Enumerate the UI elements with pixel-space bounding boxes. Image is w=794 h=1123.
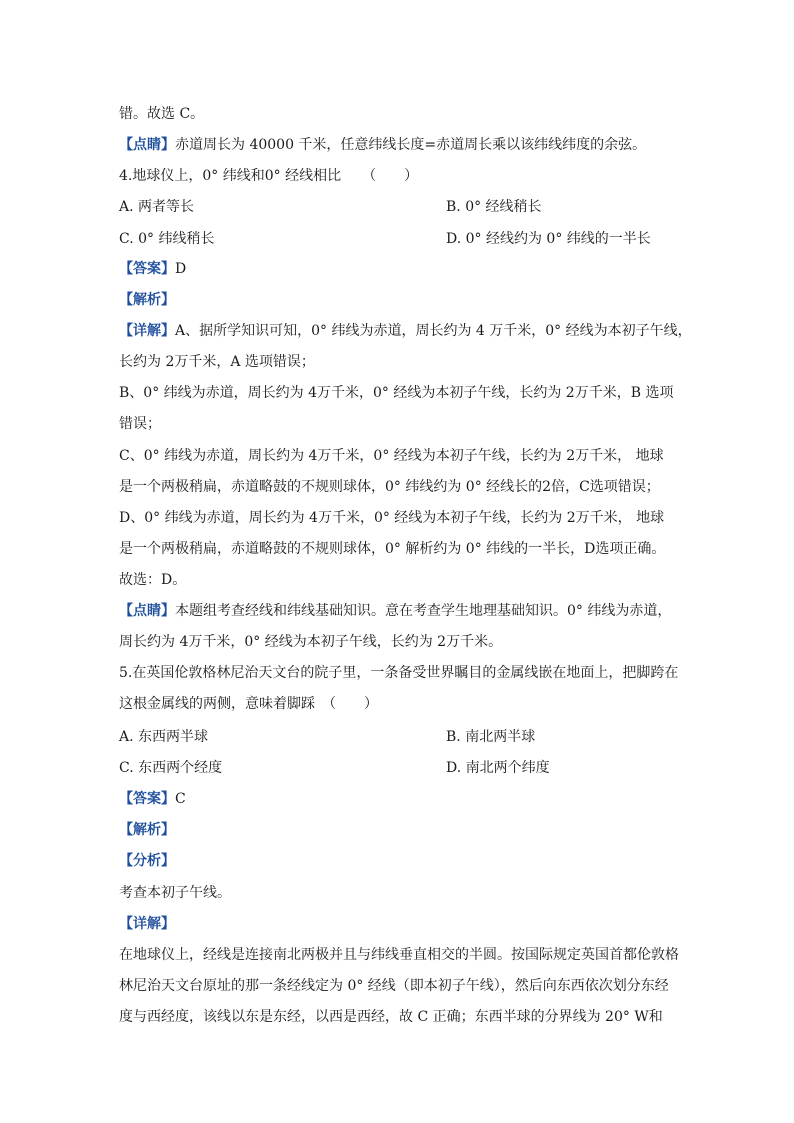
key-point-tag: 【点睛】 (119, 603, 175, 619)
question-5-detail-heading (119, 914, 175, 934)
key-point-text: 本题组考查经线和纬线基础知识。意在考查学生地理基础知识。0° 纬线为赤道， (175, 603, 672, 619)
question-4-option-a: A. 两者等长 (119, 199, 195, 215)
question-5-stem: 5.在英国伦敦格林尼治天文台的院子里，一条备受世界瞩目的金属线嵌在地面上，把脚跨在 (119, 665, 679, 681)
analysis-sub-tag: 【分析】 (119, 853, 175, 869)
question-4-choice-line: 故选：D。 (119, 572, 187, 588)
question-4-detail-line: C、0° 纬线为赤道，周长约为 4万千米，0° 经线为本初子午线，长约为 2万千米， 地球 (119, 448, 664, 464)
detail-tag: 【详解】 (119, 916, 175, 932)
question-4-option-d: D. 0° 经线约为 0° 纬线的一半长 (446, 231, 651, 247)
question-4-key-point (119, 601, 671, 621)
question-5-option-c: C. 东西两个经度 (119, 760, 223, 776)
question-4-option-b: B. 0° 经线稍长 (446, 199, 542, 215)
question-5-stem-line: 这根金属线的两侧，意味着脚踩 （ ） (119, 696, 378, 712)
key-point-tag: 【点睛】 (119, 137, 175, 153)
analysis-tag: 【解析】 (119, 822, 175, 838)
analysis-tag: 【解析】 (119, 292, 175, 308)
key-point-line (119, 135, 646, 155)
question-5-analysis-subheading (119, 851, 175, 871)
question-4-detail-line: 错误； (119, 416, 161, 432)
question-5-answer (119, 789, 186, 809)
question-5-option-b: B. 南北两半球 (446, 729, 536, 745)
answer-value: C (175, 791, 186, 807)
question-4-detail-line: 是一个两极稍扁，赤道略鼓的不规则球体，0° 纬线约为 0° 经线长的2倍，C选项错误； (119, 479, 660, 495)
key-point-text: 赤道周长为 40000 千米，任意纬线长度=赤道周长乘以该纬线纬度的余弦。 (175, 137, 647, 153)
question-4-detail-line: 是一个两极稍扁，赤道略鼓的不规则球体，0° 解析约为 0° 纬线的一半长，D选项正确。 (119, 541, 666, 557)
answer-tag: 【答案】 (119, 261, 175, 277)
question-4-key-point-line: 周长约为 4万千米，0° 经线为本初子午线，长约为 2万千米。 (119, 634, 503, 650)
answer-value: D (175, 261, 187, 277)
detail-text: A、据所学知识可知，0° 纬线为赤道，周长约为 4 万千米，0° 经线为本初子午线， (175, 323, 692, 339)
question-5-detail-line: 在地球仪上，经线是连接南北两极并且与纬线垂直相交的半圆。按国际规定英国首都伦敦格 (119, 947, 679, 963)
question-5-option-a: A. 东西两半球 (119, 729, 209, 745)
question-4-detail-line: B、0° 纬线为赤道，周长约为 4万千米，0° 经线为本初子午线，长约为 2万千米，B 选项 (119, 385, 674, 401)
question-5-option-d: D. 南北两个纬度 (446, 760, 550, 776)
answer-tag: 【答案】 (119, 791, 175, 807)
question-5-analysis-heading (119, 820, 175, 840)
question-5-analysis-text: 考查本初子午线。 (119, 885, 231, 901)
question-5-detail-line: 林尼治天文台原址的那一条经线定为 0° 经线（即本初子午线），然后向东西依次划分东经 (119, 978, 669, 994)
question-4-stem: 4.地球仪上，0° 纬线和0° 经线相比 （ ） (119, 168, 419, 184)
question-4-detail-line: 长约为 2万千米，A 选项错误； (119, 354, 315, 370)
question-4-analysis-heading (119, 290, 175, 310)
text-line: 错。故选 C。 (119, 106, 205, 122)
question-4-option-c: C. 0° 纬线稍长 (119, 231, 215, 247)
question-4-detail-line: D、0° 纬线为赤道，周长约为 4万千米，0° 经线为本初子午线，长约为 2万千米， 地球 (119, 510, 665, 526)
question-4-answer (119, 259, 186, 279)
question-5-detail-line: 度与西经度，该线以东是东经，以西是西经，故 C 正确；东西半球的分界线为 20° W和 (119, 1009, 663, 1025)
question-4-detail-line (119, 321, 692, 341)
detail-tag: 【详解】 (119, 323, 175, 339)
